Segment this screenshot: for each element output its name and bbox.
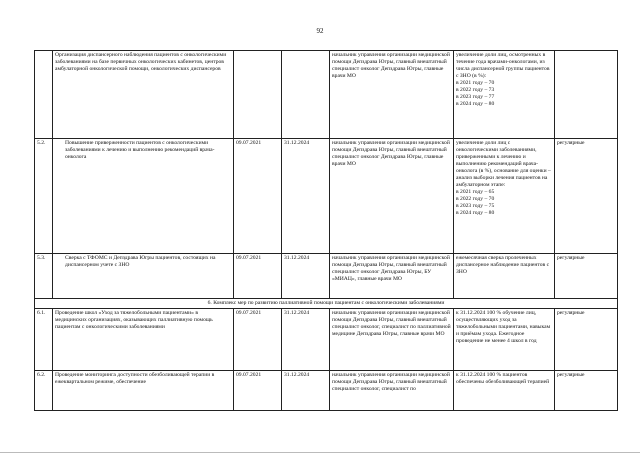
action-cell: Организация диспансерного наблюдения пациентов с онкологическими заболеваниями на базе первичных онкологических кабинетов, центров амбулаторной онкологической помощи, онкологических диспансеров [53,51,234,139]
action-cell: Проведение школ «Уход за тяжелобольными пациентами» в медицинских организациях, оказывающих паллиативную помощь пациентам с онкологическими заболеваниями [53,309,234,371]
action-plan-table [34,50,618,411]
end-date-cell: 31.12.2024 [282,309,330,371]
periodicity-cell: регулярные [555,371,618,411]
periodicity-cell: регулярные [555,254,618,299]
row-number: 6.1. [35,309,53,371]
action-cell: Повышение приверженности пациентов с онкологическими заболеваниями к лечению и выполнению рекомендаций врача-онколога [53,139,234,254]
row-number: 5.3. [35,254,53,299]
start-date-cell [234,51,282,139]
start-date-cell: 09.07.2021 [234,139,282,254]
table-row [35,139,618,254]
table-row [35,309,618,371]
end-date-cell: 31.12.2024 [282,371,330,411]
result-cell: к 31.12.2024 100 % обучение лиц, осуществляющих уход за тяжелобольными пациентами, навыкам и приёмам ухода. Ежегодное проведение не менее 4 школ в год [454,309,555,371]
start-date-cell: 09.07.2021 [234,309,282,371]
result-cell: к 31.12.2024 100 % пациентов обеспечены обезболивающей терапией [454,371,555,411]
page-bottom-edge [0,452,640,453]
end-date-cell: 31.12.2024 [282,254,330,299]
section-header-row [35,299,618,309]
action-cell: Сверка с ТФОМС и Депздрава Югры пациентов, состоящих на диспансерном учете с ЗНО [53,254,234,299]
responsible-cell: начальник управления организации медицинской помощи Депздрава Югры, главный внештатный специалист онколог Депздрава Югры, БУ «МИАЦ», главные врачи МО [330,254,454,299]
start-date-cell: 09.07.2021 [234,371,282,411]
row-number [35,51,53,139]
result-cell: увеличение доли лиц с онкологическими заболеваниями, приверженными к лечению и выполнению рекомендаций врача-онколога (в %), основание для оценки – анализ выборки лечения пациентов на амбулаторном этапе: в 2021 году – 65 в 2022 году – 70 в 2023 году – 75 в 2024 году – 80 [454,139,555,254]
section-title: 6. Комплекс мер по развитию паллиативной помощи пациентам с онкологическими заболеваниями [35,299,618,309]
end-date-cell: 31.12.2024 [282,139,330,254]
table-row [35,371,618,411]
responsible-cell: начальник управления организации медицинской помощи Депздрава Югры, главный внештатный специалист онколог Депздрава Югры, главные врачи МО [330,139,454,254]
start-date-cell: 09.07.2021 [234,254,282,299]
periodicity-cell [555,51,618,139]
result-cell: увеличение доли лиц, осмотренных в течение года врачами-онкологами, из числа диспансерной группы пациентов с ЗНО (в %): в 2021 году – 70 в 2022 году – 73 в 2023 году – 77 в 2024 году – 80 [454,51,555,139]
periodicity-cell: регулярные [555,309,618,371]
responsible-cell: начальник управления организации медицинской помощи Депздрава Югры, главный внештатный специалист онколог Депздрава Югры, главные врачи МО [330,51,454,139]
page-number: 92 [316,27,324,35]
action-cell: Проведение мониторинга доступности обезболивающей терапии в ежеквартальном режиме, обеспечение [53,371,234,411]
result-cell: ежемесячная сверка пролеченных диспансерное наблюдение пациентов с ЗНО [454,254,555,299]
responsible-cell: начальник управления организации медицинской помощи Депздрава Югры, главный внештатный специалист онколог, специалист по паллиативной медицине Депздрава Югры, главные врачи МО [330,309,454,371]
table-row [35,254,618,299]
table-row [35,51,618,139]
end-date-cell [282,51,330,139]
responsible-cell: начальник управления организации медицинской помощи Депздрава Югры, главный внештатный специалист онколог, специалист по [330,371,454,411]
row-number: 5.2. [35,139,53,254]
row-number: 6.2. [35,371,53,411]
periodicity-cell: регулярные [555,139,618,254]
